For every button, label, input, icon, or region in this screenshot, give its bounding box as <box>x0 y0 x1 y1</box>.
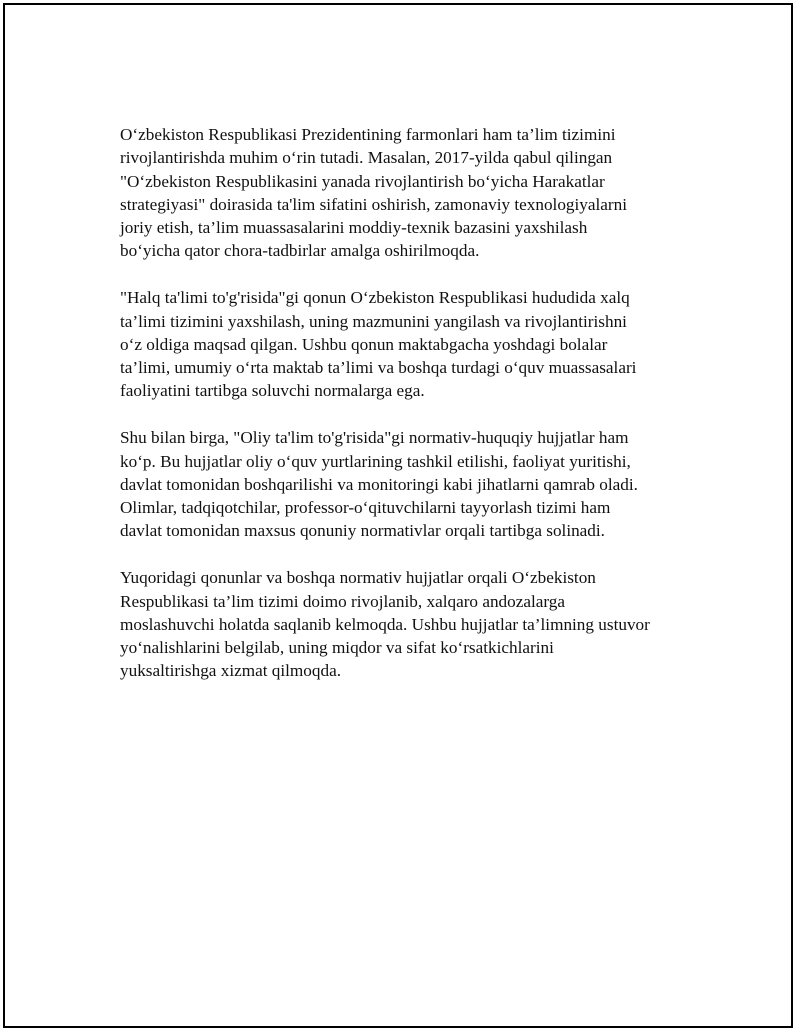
paragraph-3 <box>120 426 710 542</box>
paragraph-4 <box>120 566 710 682</box>
text-line: strategiyasi" doirasida ta'lim sifatini oshirish, zamonaviy texnologiyalarni <box>120 194 628 214</box>
text-line: oʻz oldiga maqsad qilgan. Ushbu qonun maktabgacha yoshdagi bolalar <box>120 334 608 354</box>
document-page <box>3 3 793 1028</box>
text-line: moslashuvchi holatda saqlanib kelmoqda. Ushbu hujjatlar ta’limning ustuvor <box>120 614 650 634</box>
text-line: Shu bilan birga, "Oliy ta'lim to'g'risida"gi normativ-huquqiy hujjatlar ham <box>120 428 629 448</box>
text-line: davlat tomonidan boshqarilishi va monitoringi kabi jihatlarni qamrab oladi. <box>120 474 638 494</box>
text-line: ta’limi tizimini yaxshilash, uning mazmunini yangilash va rivojlantirishni <box>120 311 627 331</box>
text-line: joriy etish, ta’lim muassasalarini moddiy-texnik bazasini yaxshilash <box>120 218 588 238</box>
text-line: "Oʻzbekiston Respublikasini yanada rivojlantirish boʻyicha Harakatlar <box>120 171 605 191</box>
text-line: davlat tomonidan maxsus qonuniy normativlar orqali tartibga solinadi. <box>120 521 605 541</box>
text-line: yuksaltirishga xizmat qilmoqda. <box>120 661 342 681</box>
text-line: boʻyicha qator chora-tadbirlar amalga oshirilmoqda. <box>120 241 480 261</box>
text-line: ta’limi, umumiy oʻrta maktab ta’limi va boshqa turdagi oʻquv muassasalari <box>120 358 637 378</box>
text-line: rivojlantirishda muhim oʻrin tutadi. Masalan, 2017-yilda qabul qilingan <box>120 148 613 168</box>
text-line: koʻp. Bu hujjatlar oliy oʻquv yurtlarining tashkil etilishi, faoliyat yuritishi, <box>120 451 631 471</box>
text-line: yoʻnalishlarini belgilab, uning miqdor va sifat koʻrsatkichlarini <box>120 638 554 658</box>
paragraph-2 <box>120 286 710 402</box>
document-body <box>120 123 710 706</box>
text-line: faoliyatini tartibga soluvchi normalarga ega. <box>120 381 425 401</box>
text-line: "Halq ta'limi to'g'risida"gi qonun Oʻzbekiston Respublikasi hududida xalq <box>120 288 630 308</box>
text-line: Olimlar, tadqiqotchilar, professor-oʻqituvchilarni tayyorlash tizimi ham <box>120 498 611 518</box>
text-line: Oʻzbekiston Respublikasi Prezidentining farmonlari ham ta’lim tizimini <box>120 125 616 144</box>
paragraph-1 <box>120 123 710 263</box>
text-line: Yuqoridagi qonunlar va boshqa normativ hujjatlar orqali Oʻzbekiston <box>120 568 596 588</box>
text-line: Respublikasi ta’lim tizimi doimo rivojlanib, xalqaro andozalarga <box>120 591 566 611</box>
